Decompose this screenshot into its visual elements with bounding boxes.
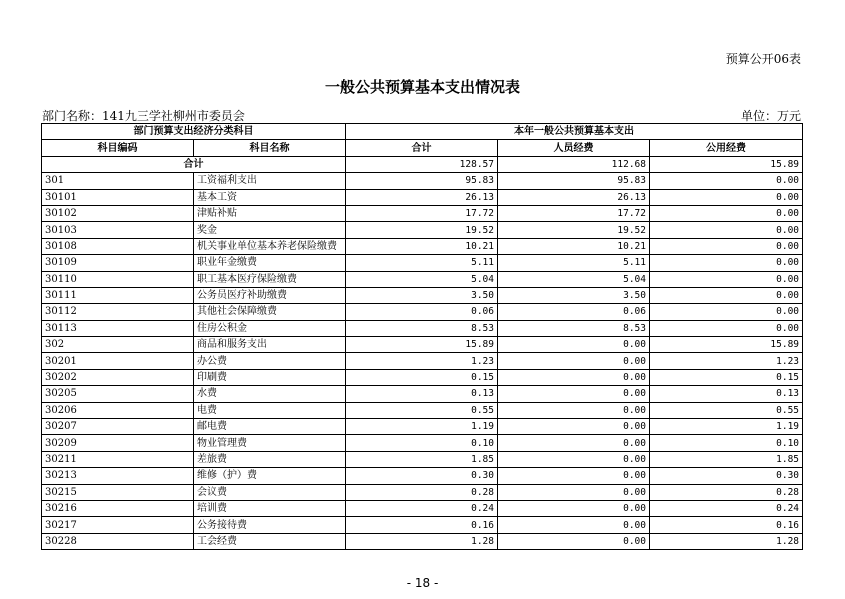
row-total: 26.13 — [346, 189, 498, 205]
column-header-public: 公用经费 — [650, 140, 803, 156]
row-personnel: 0.06 — [498, 304, 650, 320]
row-personnel: 0.00 — [498, 435, 650, 451]
row-name: 工资福利支出 — [194, 173, 346, 189]
row-code: 30108 — [42, 238, 194, 254]
row-total: 8.53 — [346, 320, 498, 336]
table-row — [42, 533, 803, 549]
row-code: 30103 — [42, 222, 194, 238]
row-name: 差旅费 — [194, 451, 346, 467]
row-personnel: 0.00 — [498, 419, 650, 435]
row-name: 水费 — [194, 386, 346, 402]
row-code: 30110 — [42, 271, 194, 287]
row-code: 30201 — [42, 353, 194, 369]
row-personnel: 95.83 — [498, 173, 650, 189]
row-code: 30216 — [42, 500, 194, 516]
table-row — [42, 271, 803, 287]
department-name: 部门名称：141九三学社柳州市委员会 — [42, 109, 245, 123]
row-personnel: 0.00 — [498, 451, 650, 467]
row-personnel: 0.00 — [498, 517, 650, 533]
row-personnel: 0.00 — [498, 402, 650, 418]
page-number: - 18 - — [406, 576, 439, 590]
row-code: 301 — [42, 173, 194, 189]
row-personnel: 5.11 — [498, 255, 650, 271]
table-row — [42, 500, 803, 516]
row-public: 0.00 — [650, 238, 803, 254]
row-personnel: 5.04 — [498, 271, 650, 287]
table-row — [42, 205, 803, 221]
row-name: 办公费 — [194, 353, 346, 369]
row-code: 30205 — [42, 386, 194, 402]
row-name: 商品和服务支出 — [194, 337, 346, 353]
table-row — [42, 337, 803, 353]
row-total: 1.28 — [346, 533, 498, 549]
row-total: 5.04 — [346, 271, 498, 287]
row-total: 15.89 — [346, 337, 498, 353]
row-code: 302 — [42, 337, 194, 353]
row-public: 0.28 — [650, 484, 803, 500]
row-name: 邮电费 — [194, 419, 346, 435]
table-row — [42, 287, 803, 303]
row-total: 17.72 — [346, 205, 498, 221]
table-row — [42, 402, 803, 418]
row-public: 0.00 — [650, 255, 803, 271]
row-code: 30101 — [42, 189, 194, 205]
row-personnel: 19.52 — [498, 222, 650, 238]
row-personnel: 0.00 — [498, 468, 650, 484]
row-personnel: 0.00 — [498, 484, 650, 500]
row-personnel: 0.00 — [498, 500, 650, 516]
table-row — [42, 353, 803, 369]
row-total: 95.83 — [346, 173, 498, 189]
row-name: 其他社会保障缴费 — [194, 304, 346, 320]
row-total: 10.21 — [346, 238, 498, 254]
row-total: 0.30 — [346, 468, 498, 484]
row-code: 30109 — [42, 255, 194, 271]
table-row — [42, 468, 803, 484]
row-total: 0.55 — [346, 402, 498, 418]
row-name: 会议费 — [194, 484, 346, 500]
row-public: 15.89 — [650, 337, 803, 353]
row-public: 0.16 — [650, 517, 803, 533]
column-header-personnel: 人员经费 — [498, 140, 650, 156]
row-public: 0.00 — [650, 222, 803, 238]
row-personnel: 0.00 — [498, 337, 650, 353]
table-row — [42, 484, 803, 500]
row-name: 职业年金缴费 — [194, 255, 346, 271]
row-public: 0.00 — [650, 173, 803, 189]
row-name: 基本工资 — [194, 189, 346, 205]
column-header-total: 合计 — [346, 140, 498, 156]
row-personnel: 3.50 — [498, 287, 650, 303]
row-code: 30217 — [42, 517, 194, 533]
table-row — [42, 189, 803, 205]
row-name: 培训费 — [194, 500, 346, 516]
table-row — [42, 304, 803, 320]
row-total: 0.06 — [346, 304, 498, 320]
row-total: 0.15 — [346, 369, 498, 385]
page-title: 一般公共预算基本支出情况表 — [324, 78, 520, 96]
row-personnel: 0.00 — [498, 353, 650, 369]
row-name: 公务接待费 — [194, 517, 346, 533]
row-total: 0.13 — [346, 386, 498, 402]
table-row — [42, 238, 803, 254]
unit-label: 单位：万元 — [740, 109, 801, 123]
column-header-code: 科目编码 — [42, 140, 194, 156]
row-code: 30111 — [42, 287, 194, 303]
row-name: 奖金 — [194, 222, 346, 238]
row-code: 30213 — [42, 468, 194, 484]
row-total: 19.52 — [346, 222, 498, 238]
table-row — [42, 320, 803, 336]
row-public: 0.15 — [650, 369, 803, 385]
row-total: 3.50 — [346, 287, 498, 303]
row-public: 0.00 — [650, 304, 803, 320]
row-code: 30209 — [42, 435, 194, 451]
row-public: 1.23 — [650, 353, 803, 369]
row-name: 住房公积金 — [194, 320, 346, 336]
column-header-name: 科目名称 — [194, 140, 346, 156]
row-public: 0.00 — [650, 287, 803, 303]
row-name: 津贴补贴 — [194, 205, 346, 221]
table-row — [42, 517, 803, 533]
row-personnel: 17.72 — [498, 205, 650, 221]
row-code: 30215 — [42, 484, 194, 500]
row-personnel: 0.00 — [498, 533, 650, 549]
row-total: 1.23 — [346, 353, 498, 369]
row-code: 30112 — [42, 304, 194, 320]
group-header-row — [42, 124, 803, 140]
row-public: 1.19 — [650, 419, 803, 435]
row-code: 30207 — [42, 419, 194, 435]
row-public: 0.10 — [650, 435, 803, 451]
row-name: 维修（护）费 — [194, 468, 346, 484]
total-label: 合计 — [42, 156, 346, 172]
row-public: 0.00 — [650, 205, 803, 221]
row-public: 0.30 — [650, 468, 803, 484]
form-number: 预算公开06表 — [725, 52, 801, 66]
row-public: 0.55 — [650, 402, 803, 418]
table-row — [42, 386, 803, 402]
row-code: 30206 — [42, 402, 194, 418]
row-public: 1.28 — [650, 533, 803, 549]
table-row — [42, 222, 803, 238]
row-code: 30102 — [42, 205, 194, 221]
table-row — [42, 173, 803, 189]
total-public-value: 15.89 — [650, 156, 803, 172]
group-header-budget: 本年一般公共预算基本支出 — [346, 124, 803, 140]
table-row — [42, 255, 803, 271]
row-public: 0.13 — [650, 386, 803, 402]
row-personnel: 8.53 — [498, 320, 650, 336]
row-code: 30113 — [42, 320, 194, 336]
row-code: 30228 — [42, 533, 194, 549]
row-public: 0.00 — [650, 189, 803, 205]
total-personnel-value: 112.68 — [498, 156, 650, 172]
row-total: 0.28 — [346, 484, 498, 500]
row-total: 0.24 — [346, 500, 498, 516]
row-name: 电费 — [194, 402, 346, 418]
row-name: 机关事业单位基本养老保险缴费 — [194, 238, 346, 254]
row-public: 0.24 — [650, 500, 803, 516]
row-public: 0.00 — [650, 320, 803, 336]
column-header-row — [42, 140, 803, 156]
row-personnel: 26.13 — [498, 189, 650, 205]
row-public: 1.85 — [650, 451, 803, 467]
table-row — [42, 435, 803, 451]
row-name: 公务员医疗补助缴费 — [194, 287, 346, 303]
row-personnel: 0.00 — [498, 369, 650, 385]
row-total: 0.10 — [346, 435, 498, 451]
total-value: 128.57 — [346, 156, 498, 172]
row-public: 0.00 — [650, 271, 803, 287]
row-name: 职工基本医疗保险缴费 — [194, 271, 346, 287]
row-personnel: 0.00 — [498, 386, 650, 402]
row-code: 30202 — [42, 369, 194, 385]
row-total: 1.85 — [346, 451, 498, 467]
row-personnel: 10.21 — [498, 238, 650, 254]
row-total: 1.19 — [346, 419, 498, 435]
row-name: 物业管理费 — [194, 435, 346, 451]
row-total: 0.16 — [346, 517, 498, 533]
row-name: 印刷费 — [194, 369, 346, 385]
table-row — [42, 451, 803, 467]
row-total: 5.11 — [346, 255, 498, 271]
total-row — [42, 156, 803, 172]
group-header-economic: 部门预算支出经济分类科目 — [42, 124, 346, 140]
row-code: 30211 — [42, 451, 194, 467]
table-row — [42, 419, 803, 435]
budget-table — [41, 123, 803, 550]
row-name: 工会经费 — [194, 533, 346, 549]
table-row — [42, 369, 803, 385]
